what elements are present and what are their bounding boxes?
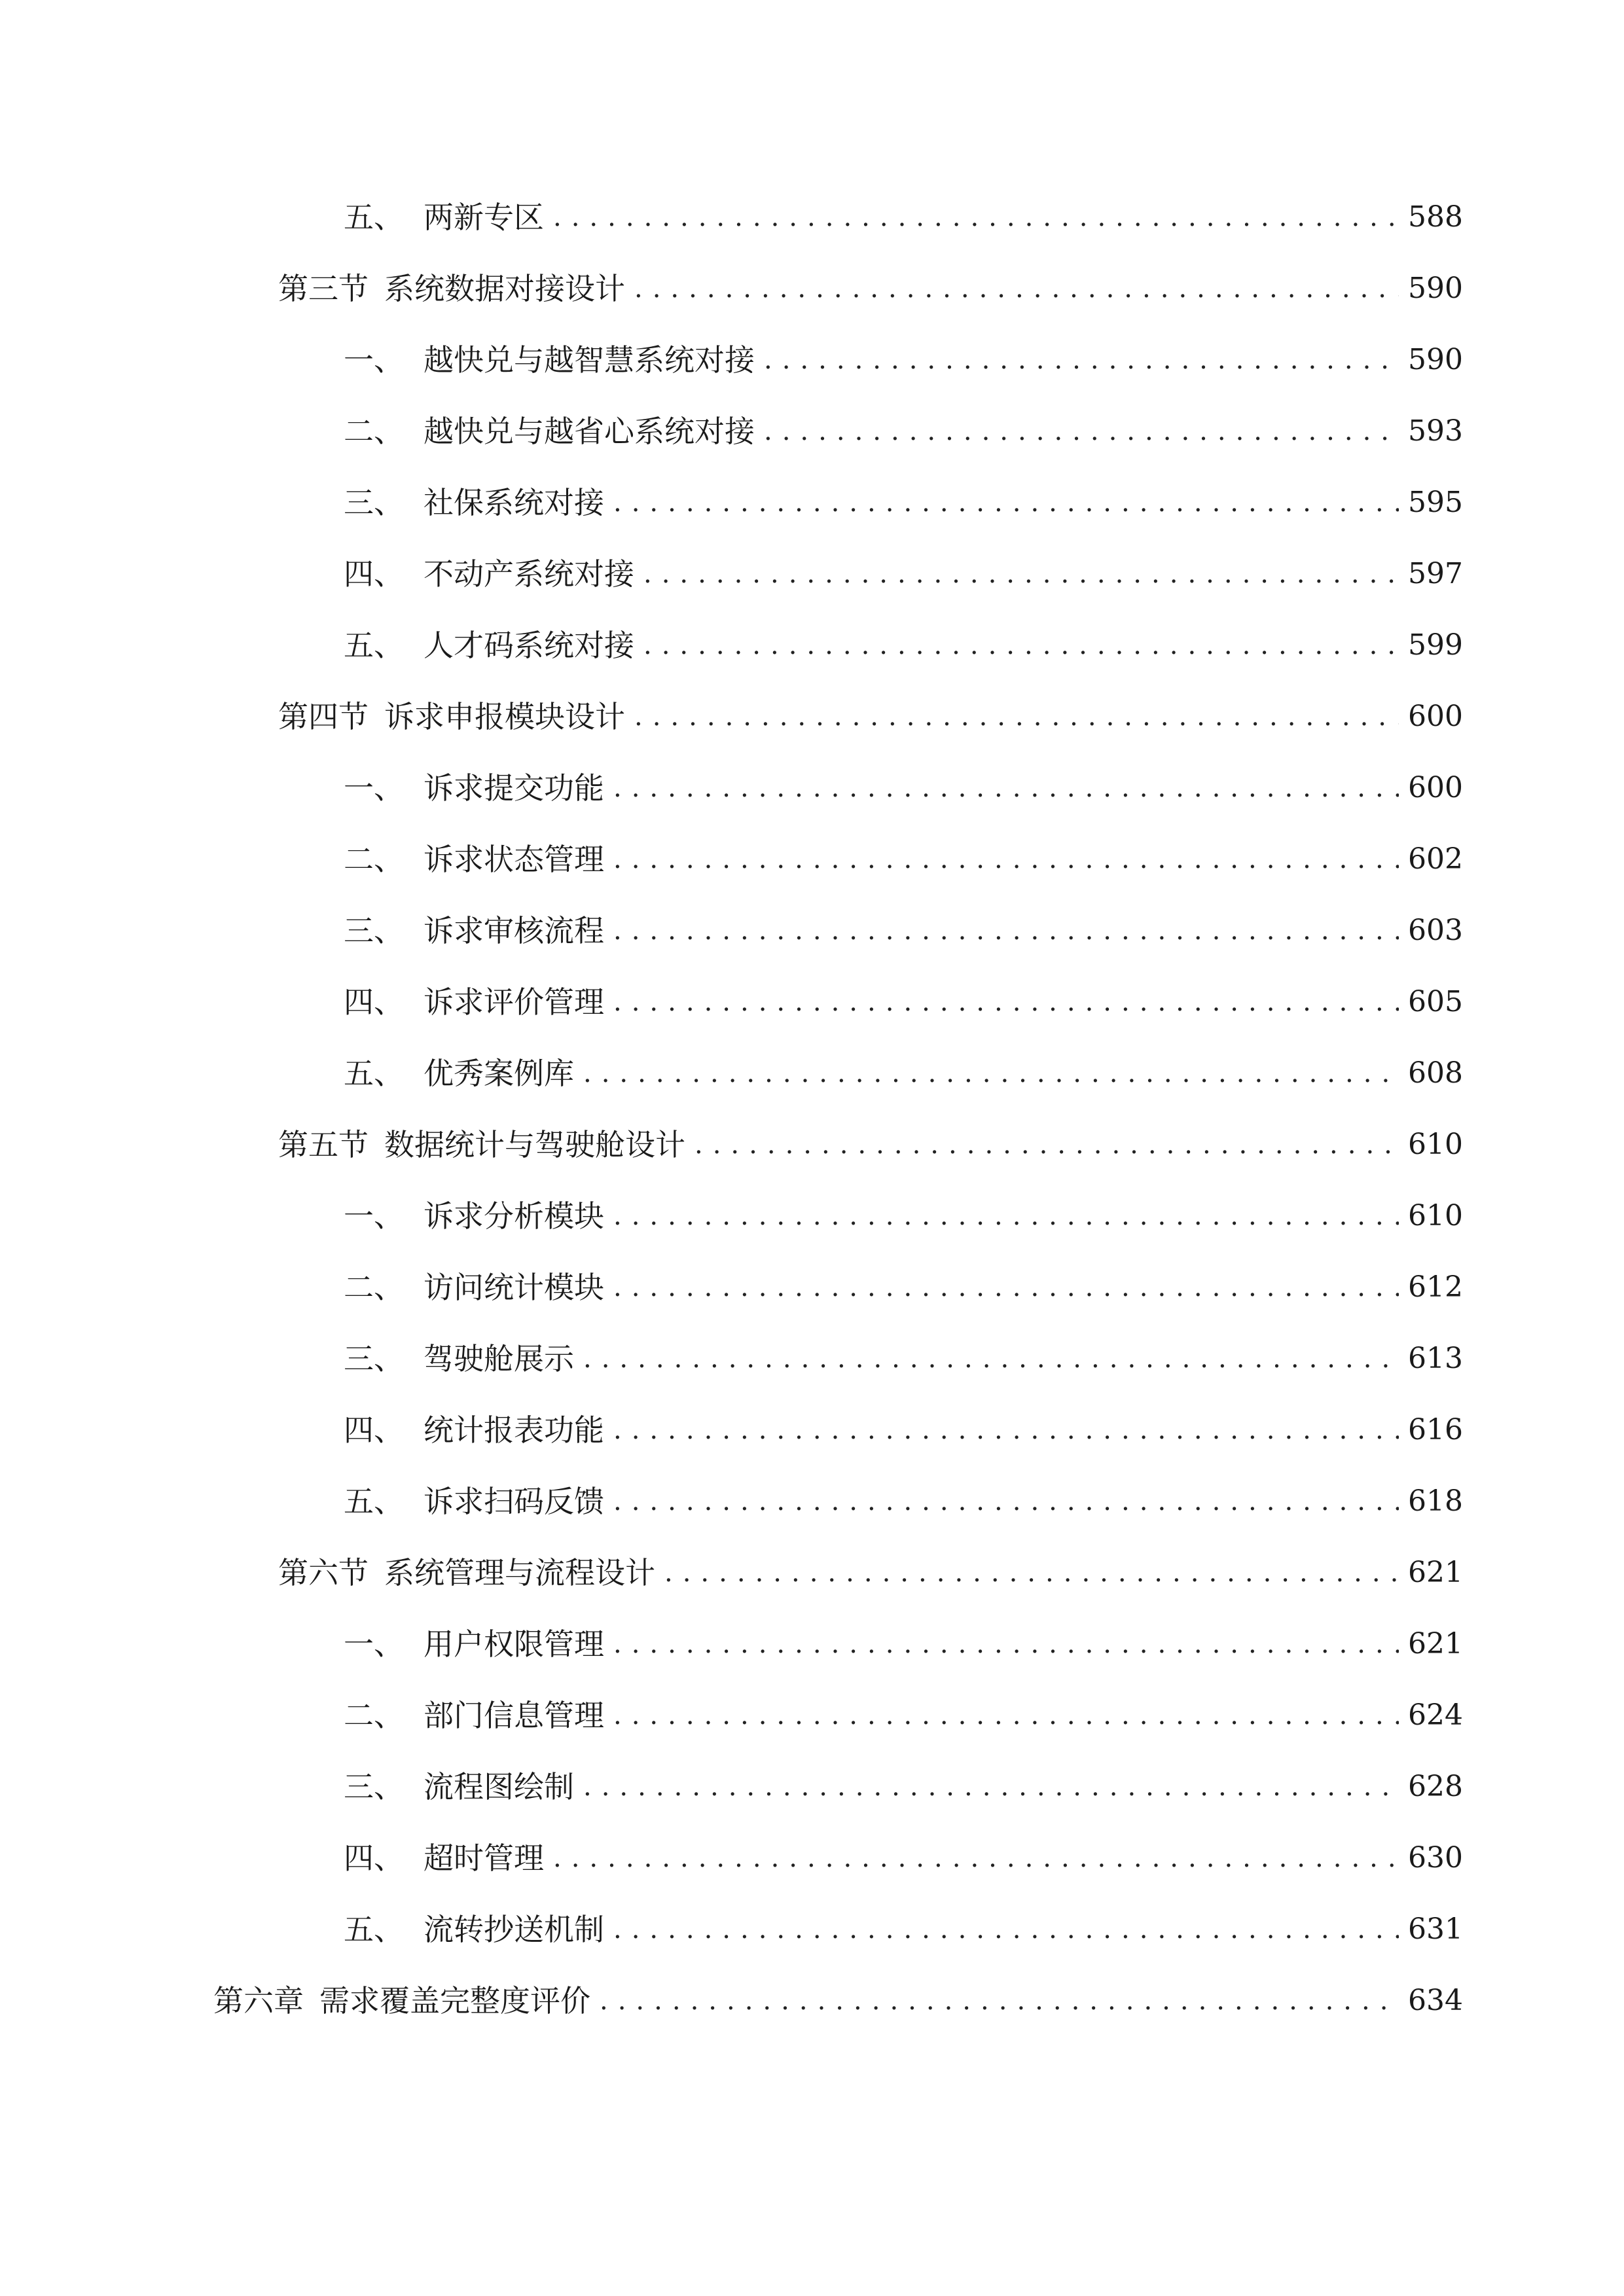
dot-leader (613, 1190, 1399, 1242)
toc-entry-title: 诉求状态管理 (424, 842, 604, 877)
toc-entry[interactable] (344, 619, 1463, 672)
toc-entry-title: 系统数据对接设计 (384, 271, 625, 306)
toc-entry-title: 用户权限管理 (424, 1626, 604, 1662)
toc-entry-number: 第六节 (278, 1555, 369, 1590)
dot-leader (600, 1975, 1399, 2027)
toc-entry-page: 600 (1408, 771, 1463, 804)
toc-entry[interactable] (344, 1047, 1463, 1100)
toc-entry-title: 数据统计与驾驶舱设计 (384, 1127, 685, 1162)
toc-entry-page: 595 (1408, 486, 1463, 519)
toc-entry-number: 一、 (344, 1626, 404, 1662)
toc-entry[interactable] (344, 405, 1463, 457)
dot-leader (764, 405, 1399, 457)
toc-entry-title: 不动产系统对接 (424, 556, 634, 592)
dot-leader (634, 691, 1399, 743)
toc-entry[interactable] (344, 1475, 1463, 1528)
toc-entry-page: 621 (1408, 1627, 1463, 1660)
toc-entry-page: 599 (1408, 628, 1463, 662)
toc-entry-page: 588 (1408, 200, 1463, 234)
toc-entry[interactable] (344, 1618, 1463, 1670)
toc-entry[interactable] (278, 1119, 1463, 1171)
toc-entry-page: 603 (1408, 914, 1463, 947)
toc-entry-page: 593 (1408, 414, 1463, 448)
dot-leader (664, 1547, 1399, 1599)
toc-entry-title: 流程图绘制 (424, 1769, 574, 1804)
toc-entry-number: 二、 (344, 1270, 404, 1305)
toc-entry-title: 部门信息管理 (424, 1698, 604, 1733)
dot-leader (583, 1047, 1399, 1100)
toc-entry-title: 诉求扫码反馈 (424, 1484, 604, 1519)
toc-entry-number: 第四节 (278, 699, 369, 734)
dot-leader (613, 1475, 1399, 1528)
toc-entry-page: 630 (1408, 1841, 1463, 1874)
toc-entry-number: 五、 (344, 628, 404, 663)
toc-entry[interactable] (213, 1975, 1463, 2027)
toc-entry-page: 610 (1408, 1199, 1463, 1232)
toc-entry-page: 590 (1408, 272, 1463, 305)
toc-entry-number: 五、 (344, 1484, 404, 1519)
toc-entry[interactable] (344, 1333, 1463, 1385)
toc-entry[interactable] (344, 334, 1463, 386)
toc-entry-page: 597 (1408, 557, 1463, 590)
toc-entry-title: 超时管理 (424, 1840, 544, 1876)
toc-entry-page: 612 (1408, 1270, 1463, 1304)
toc-entry[interactable] (344, 905, 1463, 957)
toc-entry[interactable] (344, 1190, 1463, 1242)
toc-entry-number: 四、 (344, 1412, 404, 1448)
dot-leader (583, 1761, 1399, 1813)
toc-entry-number: 四、 (344, 984, 404, 1020)
toc-entry[interactable] (344, 1903, 1463, 1956)
toc-entry-number: 第五节 (278, 1127, 369, 1162)
toc-entry-number: 二、 (344, 414, 404, 449)
toc-entry-title: 驾驶舱展示 (424, 1341, 574, 1376)
toc-entry-page: 634 (1408, 1984, 1463, 2017)
toc-entry-number: 五、 (344, 1912, 404, 1947)
toc-entry-number: 五、 (344, 1056, 404, 1091)
toc-entry-number: 一、 (344, 342, 404, 378)
toc-entry[interactable] (344, 1404, 1463, 1456)
toc-entry-number: 五、 (344, 200, 404, 235)
toc-entry[interactable] (344, 1832, 1463, 1884)
toc-entry-page: 613 (1408, 1342, 1463, 1375)
toc-entry[interactable] (278, 1547, 1463, 1599)
toc-entry-title: 需求覆盖完整度评价 (319, 1983, 590, 2018)
dot-leader (613, 905, 1399, 957)
toc-entry-title: 统计报表功能 (424, 1412, 604, 1448)
toc-entry-title: 两新专区 (424, 200, 544, 235)
dot-leader (613, 976, 1399, 1028)
toc-entry-number: 一、 (344, 1198, 404, 1234)
toc-entry-title: 诉求评价管理 (424, 984, 604, 1020)
dot-leader (643, 548, 1399, 600)
toc-entry-number: 三、 (344, 1769, 404, 1804)
toc-entry[interactable] (344, 1261, 1463, 1314)
toc-entry[interactable] (344, 548, 1463, 600)
toc-entry-page: 624 (1408, 1698, 1463, 1732)
toc-entry-title: 流转抄送机制 (424, 1912, 604, 1947)
toc-entry[interactable] (344, 476, 1463, 529)
toc-entry-title: 访问统计模块 (424, 1270, 604, 1305)
toc-entry-number: 四、 (344, 556, 404, 592)
dot-leader (613, 1618, 1399, 1670)
dot-leader (613, 762, 1399, 814)
toc-entry-number: 四、 (344, 1840, 404, 1876)
toc-entry-page: 608 (1408, 1056, 1463, 1090)
toc-entry-number: 第六章 (213, 1983, 304, 2018)
toc-entry-title: 诉求分析模块 (424, 1198, 604, 1234)
toc-entry-number: 三、 (344, 485, 404, 520)
toc-entry-title: 诉求申报模块设计 (384, 699, 625, 734)
toc-entry[interactable] (344, 191, 1463, 243)
dot-leader (613, 1404, 1399, 1456)
toc-entry[interactable] (344, 833, 1463, 886)
dot-leader (634, 262, 1399, 315)
dot-leader (695, 1119, 1399, 1171)
dot-leader (764, 334, 1399, 386)
toc-entry-page: 600 (1408, 700, 1463, 733)
dot-leader (583, 1333, 1399, 1385)
toc-entry-title: 诉求提交功能 (424, 770, 604, 806)
dot-leader (613, 476, 1399, 529)
dot-leader (553, 191, 1399, 243)
toc-entry-number: 一、 (344, 770, 404, 806)
toc-entry-page: 610 (1408, 1128, 1463, 1161)
toc-entry-page: 590 (1408, 343, 1463, 376)
toc-entry-page: 605 (1408, 985, 1463, 1018)
dot-leader (613, 1689, 1399, 1742)
toc-entry-title: 越快兑与越智慧系统对接 (424, 342, 755, 378)
toc-entry-title: 优秀案例库 (424, 1056, 574, 1091)
toc-entry-title: 越快兑与越省心系统对接 (424, 414, 755, 449)
toc-entry-title: 社保系统对接 (424, 485, 604, 520)
toc-entry-number: 二、 (344, 1698, 404, 1733)
dot-leader (613, 833, 1399, 886)
toc-entry-page: 602 (1408, 842, 1463, 876)
toc-entry-number: 二、 (344, 842, 404, 877)
toc-entry-title: 人才码系统对接 (424, 628, 634, 663)
toc-entry-number: 第三节 (278, 271, 369, 306)
toc-entry[interactable] (278, 691, 1463, 743)
toc-entry-page: 616 (1408, 1413, 1463, 1446)
toc-entry-title: 诉求审核流程 (424, 913, 604, 948)
toc-entry[interactable] (344, 1761, 1463, 1813)
toc-entry-title: 系统管理与流程设计 (384, 1555, 655, 1590)
toc-entry[interactable] (344, 976, 1463, 1028)
toc-entry-page: 621 (1408, 1556, 1463, 1589)
dot-leader (553, 1832, 1399, 1884)
toc-entry-number: 三、 (344, 1341, 404, 1376)
toc-entry[interactable] (278, 262, 1463, 315)
toc-entry-page: 618 (1408, 1484, 1463, 1518)
toc-entry[interactable] (344, 1689, 1463, 1742)
toc-entry-number: 三、 (344, 913, 404, 948)
toc-entry-page: 631 (1408, 1912, 1463, 1946)
toc-entry[interactable] (344, 762, 1463, 814)
dot-leader (613, 1903, 1399, 1956)
dot-leader (643, 619, 1399, 672)
dot-leader (613, 1261, 1399, 1314)
toc-entry-page: 628 (1408, 1770, 1463, 1803)
